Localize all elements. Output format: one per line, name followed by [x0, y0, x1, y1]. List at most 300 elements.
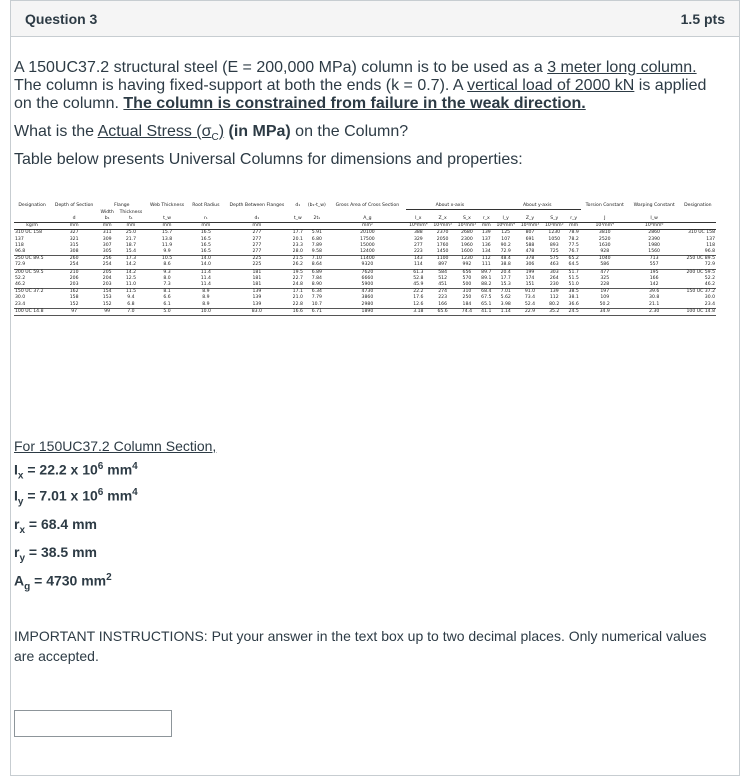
table-cell: 588: [525, 242, 535, 248]
col-designation-2: Designation: [684, 203, 712, 208]
symbol-cell: Z_x: [438, 215, 447, 221]
unit-cell: mm: [146, 223, 189, 230]
prop-ag: $A_g = 4730$ $mm^2$: [14, 571, 112, 592]
table-cell: 73.4: [524, 295, 536, 301]
table-cell: 23.4: [14, 302, 50, 309]
table-cell: 10.0: [188, 308, 223, 315]
table-cell: 321: [69, 236, 79, 242]
table-cell: 310 UC 158: [15, 230, 43, 236]
table-cell: 2.30: [629, 308, 680, 315]
table-cell: 158: [69, 295, 79, 301]
table-cell: 11400: [360, 256, 375, 262]
table-cell: 125: [501, 230, 511, 236]
table-cell: 139: [481, 230, 491, 236]
table-cell: 15.4: [116, 249, 145, 256]
symbol-cell: S_x: [462, 215, 471, 221]
table-cell: 7620: [361, 269, 374, 275]
table-cell: 16.5: [188, 249, 223, 256]
table-cell: 195: [649, 269, 659, 275]
table-cell: 162: [69, 289, 79, 295]
table-cell: 6.89: [311, 269, 322, 275]
table-cell: 65.2: [568, 256, 579, 262]
table-cell: 3810: [598, 230, 611, 236]
table-cell: 30.0: [704, 295, 715, 301]
table-cell: 23.3: [292, 242, 303, 248]
table-cell: 137: [706, 236, 715, 242]
table-cell: 11.4: [200, 269, 211, 275]
table-cell: 107: [501, 236, 511, 242]
table-cell: 5900: [329, 282, 407, 289]
table-cell: 1230: [461, 256, 473, 262]
table-cell: 277: [252, 242, 262, 248]
table-cell: 1450: [430, 249, 454, 256]
table-cell: 277: [223, 249, 290, 256]
unit-cell: [291, 223, 306, 230]
table-cell: 388: [413, 230, 423, 236]
table-cell: 557: [629, 262, 680, 269]
table-intro: Table below presents Universal Columns for dimensions and properties:: [14, 151, 523, 168]
table-cell: 225: [252, 256, 262, 262]
table-cell: 223: [406, 249, 430, 256]
table-cell: 11.4: [200, 275, 211, 281]
table-cell: 254: [50, 262, 98, 269]
table-cell: 13.8: [161, 236, 173, 242]
table-cell: 28.0: [291, 249, 306, 256]
table-cell: 45.9: [406, 282, 430, 289]
table-cell: 260: [69, 256, 79, 262]
table-cell: 39.6: [649, 289, 660, 295]
table-cell: 21.1: [629, 302, 680, 309]
table-cell: 89.7: [481, 269, 492, 275]
table-cell: 199: [525, 269, 535, 275]
table-cell: 137: [15, 236, 24, 242]
table-cell: 575: [549, 256, 559, 262]
problem-statement: A 150UC37.2 structural steel (E = 200,000 MPa) column is to be used as a 3 meter long column. The column is having fixed-support at both the ends (k = 0.7). A vertical load of 2000 kN is applied on the column. The column is constrained from failure in the weak direction.: [14, 59, 707, 112]
table-cell: 204: [102, 275, 112, 281]
table-cell: 88.2: [479, 282, 494, 289]
table-cell: 17.7: [500, 275, 511, 281]
prop-rx: $r_x = 68.4$ mm: [14, 515, 98, 536]
table-cell: 197: [600, 289, 610, 295]
table-cell: 100 UC 14.8: [14, 308, 50, 315]
symbol-cell: I_w: [650, 215, 658, 221]
table-cell: 68.4: [481, 289, 492, 295]
table-cell: 51.0: [566, 282, 581, 289]
table-cell: 16.5: [200, 242, 211, 248]
table-row: [14, 308, 716, 315]
table-cell: 181: [252, 269, 262, 275]
table-cell: 1560: [629, 249, 680, 256]
table-cell: 477: [600, 269, 610, 275]
unit-cell: 10³mm³: [455, 223, 479, 230]
unit-cell: 10³mm³: [518, 223, 542, 230]
col-about-y: About y-axis: [494, 203, 581, 210]
unit-cell: 10⁹mm⁶: [629, 223, 680, 230]
table-cell: 52.8: [413, 275, 424, 281]
table-cell: 7.0: [116, 308, 145, 315]
table-cell: 181: [223, 282, 290, 289]
units-row: [14, 223, 716, 230]
unit-cell: 10³mm³: [430, 223, 454, 230]
symbol-cell: A_g: [363, 215, 372, 221]
table-cell: 6.34: [311, 289, 322, 295]
table-row: [14, 282, 716, 289]
table-cell: 16.6: [291, 308, 306, 315]
table-cell: 2370: [436, 230, 449, 236]
table-row: [14, 302, 716, 309]
table-cell: 38.1: [568, 295, 579, 301]
table-cell: 206: [69, 275, 79, 281]
unit-cell: mm: [50, 223, 98, 230]
col-warping: Warping Constant: [633, 203, 675, 208]
table-cell: 20.1: [292, 236, 303, 242]
table-cell: 310 UC 158: [687, 230, 715, 236]
table-cell: 143: [413, 256, 423, 262]
table-cell: 23.4: [680, 302, 716, 309]
table-cell: 9.3: [163, 269, 171, 275]
table-cell: 1980: [648, 242, 660, 248]
table-cell: 512: [438, 275, 448, 281]
table-cell: 12.5: [125, 275, 137, 281]
table-cell: 136: [481, 242, 491, 248]
table-cell: 264: [549, 275, 559, 281]
table-cell: 6660: [361, 275, 374, 281]
table-cell: 166: [430, 302, 454, 309]
table-cell: 3860: [361, 295, 374, 301]
table-cell: 8.9: [202, 295, 210, 301]
table-cell: 139: [252, 295, 262, 301]
table-cell: 22.2: [413, 289, 424, 295]
question-points: 1.5 pts: [680, 10, 725, 27]
table-cell: 8.9: [188, 302, 223, 309]
table-cell: 656: [462, 269, 472, 275]
table-cell: 12.6: [406, 302, 430, 309]
table-cell: 200 UC 59.5: [15, 269, 44, 275]
table-cell: 3.18: [406, 308, 430, 315]
table-cell: 96.8: [680, 249, 716, 256]
table-cell: 228: [581, 282, 629, 289]
table-cell: 65.1: [479, 302, 494, 309]
table-cell: 250 UC 89.5: [686, 256, 715, 262]
table-cell: 1100: [436, 256, 449, 262]
table-cell: 1.14: [494, 308, 518, 315]
table-cell: 26.2: [291, 262, 306, 269]
table-cell: 1890: [329, 308, 407, 315]
table-cell: 17.7: [292, 230, 303, 236]
table-cell: 2300: [461, 236, 473, 242]
table-cell: 203: [98, 282, 116, 289]
table-cell: 327: [69, 230, 79, 236]
symbol-cell: t_w: [293, 215, 302, 221]
table-cell: 83.0: [223, 308, 290, 315]
table-cell: 96.8: [14, 249, 50, 256]
table-cell: 8.6: [146, 262, 189, 269]
table-cell: 8.0: [163, 275, 171, 281]
table-cell: 90.2: [500, 242, 511, 248]
symbol-cell: t₁: [129, 215, 133, 221]
table-cell: 713: [649, 256, 659, 262]
table-cell: 139: [223, 302, 290, 309]
table-cell: 11.9: [161, 242, 173, 248]
table-cell: 1600: [455, 249, 479, 256]
table-cell: 691: [525, 236, 535, 242]
col-d1: d₁: [295, 203, 301, 208]
symbol-cell: r_x: [482, 215, 490, 221]
table-cell: 277: [413, 242, 423, 248]
table-cell: 11.0: [116, 282, 145, 289]
table-cell: 5.0: [146, 308, 189, 315]
table-cell: 7.10: [311, 256, 322, 262]
table-cell: 72.9: [680, 262, 716, 269]
table-cell: 451: [430, 282, 454, 289]
prop-iy: $I_y = 7.01$ x $10^6$ $mm^4$: [14, 487, 138, 508]
table-cell: 1050: [548, 236, 561, 242]
unit-cell: kg/m: [14, 223, 50, 230]
table-cell: 2980: [329, 302, 407, 309]
table-cell: 7.89: [311, 242, 322, 248]
table-cell: 17.1: [292, 289, 303, 295]
table-cell: 142: [629, 282, 680, 289]
question-title: Question 3: [25, 10, 98, 27]
table-cell: 25.0: [125, 230, 137, 236]
table-cell: 250: [462, 295, 472, 301]
symbol-cell: 2t₁: [313, 215, 321, 221]
table-cell: 1960: [461, 242, 473, 248]
symbol-row: [14, 216, 716, 223]
table-cell: 325: [600, 275, 610, 281]
table-cell: 11.5: [125, 289, 137, 295]
table-cell: 118: [706, 242, 715, 248]
unit-cell: mm: [116, 223, 145, 230]
table-cell: 378: [525, 256, 535, 262]
table-cell: 584: [438, 269, 448, 275]
table-row: [14, 249, 716, 256]
col-web: Web Thickness: [149, 203, 185, 208]
col-thickness: Thickness: [119, 209, 143, 215]
table-cell: 38.5: [568, 289, 579, 295]
table-cell: 2050: [436, 236, 449, 242]
table-cell: 51.7: [568, 269, 579, 275]
table-cell: 112: [481, 256, 491, 262]
table-cell: 315: [69, 242, 79, 248]
table-cell: 51.5: [568, 275, 579, 281]
symbol-cell: d: [72, 215, 76, 221]
unit-cell: 10³mm⁴: [581, 223, 629, 230]
col-depth-between: Depth Between Flanges: [229, 203, 285, 208]
table-cell: 15.3: [494, 282, 518, 289]
table-cell: 500: [455, 282, 479, 289]
table-cell: 2520: [598, 236, 611, 242]
symbol-cell: I_y: [502, 215, 509, 221]
symbol-cell: J: [604, 215, 606, 221]
unit-cell: mm²: [329, 223, 407, 230]
table-cell: 67.5: [481, 295, 492, 301]
table-cell: 277: [252, 236, 262, 242]
table-cell: 5.62: [500, 295, 511, 301]
table-cell: 306: [518, 262, 542, 269]
table-cell: 150 UC 37.2: [686, 289, 715, 295]
table-cell: 64.5: [566, 262, 581, 269]
table-cell: 137: [481, 236, 491, 242]
table-cell: 14.0: [200, 256, 211, 262]
table-cell: 308: [50, 249, 98, 256]
table-cell: 17500: [360, 236, 375, 242]
table-cell: 154: [102, 289, 112, 295]
table-cell: 570: [462, 275, 472, 281]
table-cell: 1230: [548, 230, 561, 236]
unit-cell: 10⁶mm⁴: [494, 223, 518, 230]
unit-cell: 10⁶mm⁴: [406, 223, 430, 230]
table-cell: 254: [98, 262, 116, 269]
table-body: [14, 223, 716, 316]
table-cell: 807: [525, 230, 535, 236]
symbol-cell: b₁: [104, 215, 110, 221]
table-cell: 41.1: [479, 308, 494, 315]
table-cell: 7.79: [311, 295, 322, 301]
symbol-cell: r₁: [203, 215, 208, 221]
table-cell: 97: [50, 308, 98, 315]
table-cell: 1630: [598, 242, 611, 248]
universal-columns-table: [14, 203, 716, 316]
col-about-x: About x-axis: [406, 203, 493, 210]
table-cell: 8.1: [163, 289, 171, 295]
table-cell: 1040: [598, 256, 611, 262]
table-cell: 17.6: [413, 295, 424, 301]
table-cell: 7.84: [311, 275, 322, 281]
table-cell: 205: [102, 269, 112, 275]
table-cell: 18.7: [125, 242, 137, 248]
table-cell: 20100: [360, 230, 375, 236]
table-cell: 230: [542, 282, 566, 289]
col-width: Width: [100, 209, 114, 215]
table-cell: 153: [102, 295, 112, 301]
table-cell: 61.3: [413, 269, 424, 275]
unit-cell: mm: [98, 223, 116, 230]
answer-input[interactable]: [14, 710, 172, 737]
table-cell: 7.3: [146, 282, 189, 289]
table-cell: 24.5: [566, 308, 581, 315]
table-cell: 139: [549, 289, 559, 295]
table-cell: 7.01: [500, 289, 511, 295]
table-cell: 478: [518, 249, 542, 256]
table-cell: 35.2: [542, 308, 566, 315]
table-cell: 200 UC 59.5: [686, 269, 715, 275]
table-cell: 52.4: [518, 302, 542, 309]
table-cell: 14.2: [116, 262, 145, 269]
table-cell: 15.7: [161, 230, 173, 236]
col-flange: Flange: [114, 203, 130, 208]
table-cell: 21.7: [125, 236, 137, 242]
table-cell: 8.9: [202, 289, 210, 295]
section-header: For 150UC37.2 Column Section,: [14, 438, 217, 454]
question-header: [11, 1, 739, 37]
symbol-cell: d₁: [254, 215, 260, 221]
table-cell: 307: [102, 242, 112, 248]
table-cell: 928: [581, 249, 629, 256]
table-cell: 277: [252, 230, 262, 236]
table-cell: 30.8: [649, 295, 660, 301]
table-cell: 77.5: [568, 242, 579, 248]
table-cell: 6.8: [116, 302, 145, 309]
table-cell: 897: [430, 262, 454, 269]
table-cell: 15000: [360, 242, 375, 248]
table-cell: 21.5: [292, 256, 303, 262]
symbol-cell: I_x: [415, 215, 422, 221]
instructions: IMPORTANT INSTRUCTIONS: Put your answer in the text box up to two decimal places. Only numerical values are accepted.: [14, 628, 707, 664]
table-cell: 2390: [648, 236, 660, 242]
table-cell: 150 UC 37.2: [15, 289, 44, 295]
table-cell: 80.2: [542, 302, 566, 309]
table-cell: 46.2: [680, 282, 716, 289]
table-cell: 48.4: [500, 256, 511, 262]
table-cell: 134: [479, 249, 494, 256]
table-cell: 14.0: [188, 262, 223, 269]
table-cell: 109: [600, 295, 610, 301]
table-cell: 463: [542, 262, 566, 269]
table-cell: 9.58: [305, 249, 329, 256]
col-root: Root Radius: [192, 203, 220, 208]
table-cell: 78.2: [568, 236, 579, 242]
table-cell: 72.9: [494, 249, 518, 256]
table-cell: 9.9: [146, 249, 189, 256]
table-cell: 992: [455, 262, 479, 269]
prop-ry: $r_y = 38.5$ mm: [14, 543, 98, 564]
table-cell: 34.9: [581, 308, 629, 315]
table-cell: 4730: [361, 289, 374, 295]
table-cell: 311: [102, 230, 112, 236]
table-cell: 9320: [329, 262, 407, 269]
unit-cell: [680, 223, 716, 230]
symbol-cell: Z_y: [525, 215, 535, 221]
table-row: [14, 230, 716, 237]
table-cell: 8.90: [305, 282, 329, 289]
symbol-cell: S_y: [550, 215, 559, 221]
table-cell: 725: [542, 249, 566, 256]
unit-cell: mm: [479, 223, 494, 230]
table-cell: 78.9: [568, 230, 579, 236]
prop-ix: $I_x = 22.2$ x $10^6$ $mm^4$: [14, 461, 138, 482]
table-cell: 250 UC 89.5: [15, 256, 44, 262]
table-cell: 20.4: [500, 269, 511, 275]
table-cell: 1760: [436, 242, 449, 248]
symbol-cell: t_w: [163, 215, 171, 221]
table-cell: 174: [525, 275, 535, 281]
table-cell: 19.5: [292, 269, 303, 275]
table-cell: 2680: [461, 230, 473, 236]
table-cell: 12400: [329, 249, 407, 256]
table-cell: 10.5: [161, 256, 173, 262]
col-designation: Designation: [18, 203, 46, 208]
table-cell: 8.64: [305, 262, 329, 269]
table-cell: 22.7: [292, 275, 303, 281]
table-cell: 22.9: [518, 308, 542, 315]
table-cell: 6.71: [305, 308, 329, 315]
col-depth: Depth of Section: [54, 203, 94, 208]
table-row: [14, 262, 716, 269]
table-cell: 256: [102, 256, 112, 262]
table-cell: 30.0: [15, 295, 26, 301]
table-cell: 52.2: [15, 275, 26, 281]
unit-cell: [305, 223, 329, 230]
table-cell: 72.9: [14, 262, 50, 269]
table-cell: 99: [98, 308, 116, 315]
table-cell: 9.4: [127, 295, 135, 301]
table-cell: 3.98: [494, 302, 518, 309]
table-cell: 17.3: [125, 256, 137, 262]
table-cell: 65.6: [430, 308, 454, 315]
table-cell: 310: [462, 289, 472, 295]
table-cell: 89.1: [481, 275, 492, 281]
